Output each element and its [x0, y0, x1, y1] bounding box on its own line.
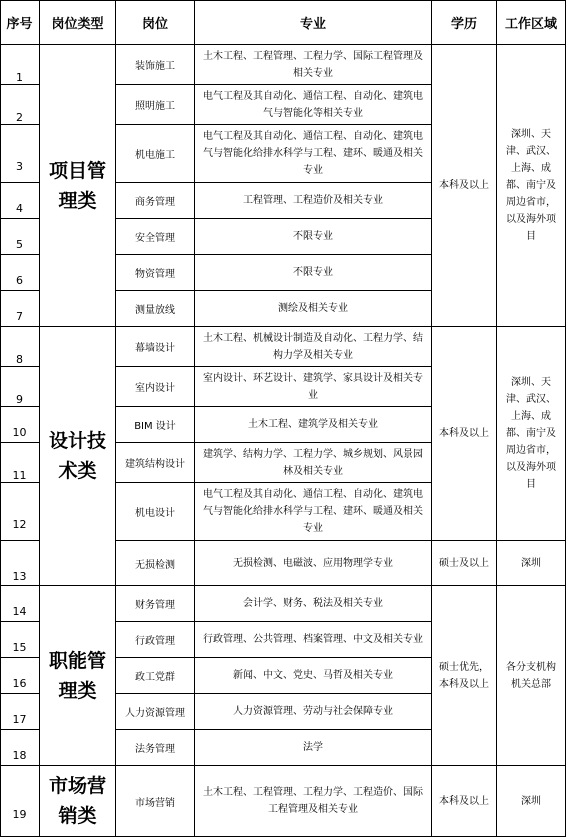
seq-cell-text: 17 — [12, 713, 27, 726]
position-cell-text: 安全管理 — [135, 233, 175, 244]
position-cell-text: 人力资源管理 — [125, 708, 185, 719]
seq-cell — [0, 766, 40, 837]
position-cell — [116, 327, 195, 367]
education-design — [432, 327, 497, 541]
education-ndt-text: 硕士及以上 — [439, 557, 489, 569]
major-cell — [195, 766, 432, 837]
major-cell — [195, 730, 432, 766]
position-cell — [116, 443, 195, 483]
seq-cell-text: 4 — [16, 202, 23, 215]
major-cell — [195, 407, 432, 443]
seq-cell-text: 10 — [12, 426, 27, 439]
education-function — [432, 586, 497, 766]
header-category-text: 岗位类型 — [51, 16, 104, 32]
header-position — [116, 0, 195, 45]
area-marketing — [497, 766, 566, 837]
header-seq-text: 序号 — [6, 16, 33, 32]
major-cell — [195, 255, 432, 291]
position-cell — [116, 183, 195, 219]
position-cell-text: 测量放线 — [135, 305, 175, 316]
seq-cell-text: 3 — [16, 160, 23, 173]
header-area-text: 工作区域 — [504, 16, 557, 32]
seq-cell — [0, 730, 40, 766]
position-cell — [116, 541, 195, 586]
position-cell — [116, 622, 195, 658]
seq-cell — [0, 407, 40, 443]
area-design — [497, 327, 566, 541]
position-cell — [116, 85, 195, 125]
major-cell — [195, 658, 432, 694]
position-cell — [116, 586, 195, 622]
area-function-text: 各分支机构机关总部 — [506, 661, 556, 690]
seq-cell-text: 18 — [12, 749, 27, 762]
category-design — [40, 327, 116, 586]
position-cell — [116, 694, 195, 730]
major-cell-text: 电气工程及其自动化、通信工程、自动化、建筑电气与智能化等相关专业 — [203, 90, 423, 119]
education-marketing — [432, 766, 497, 837]
major-cell — [195, 125, 432, 183]
major-cell-text: 行政管理、公共管理、档案管理、中文及相关专业 — [203, 634, 423, 645]
position-cell-text: 室内设计 — [135, 383, 175, 394]
seq-cell-text: 12 — [12, 518, 27, 531]
major-cell-text: 土木工程、工程管理、工程力学、工程造价、国际工程管理及相关专业 — [203, 787, 423, 815]
position-cell-text: 政工党群 — [135, 672, 175, 683]
position-cell-text: 市场营销 — [135, 797, 175, 809]
seq-cell — [0, 327, 40, 367]
seq-cell — [0, 125, 40, 183]
seq-cell — [0, 45, 40, 85]
position-cell-text: 机电施工 — [135, 150, 175, 161]
education-marketing-text: 本科及以上 — [439, 795, 489, 807]
position-cell-text: 财务管理 — [135, 600, 175, 611]
position-cell — [116, 483, 195, 541]
seq-cell — [0, 694, 40, 730]
major-cell-text: 新闻、中文、党史、马哲及相关专业 — [233, 670, 393, 681]
category-project — [40, 45, 116, 327]
seq-cell-text: 14 — [12, 605, 27, 618]
major-cell-text: 测绘及相关专业 — [278, 303, 348, 314]
category-marketing — [40, 766, 116, 837]
position-cell — [116, 255, 195, 291]
seq-cell-text: 2 — [16, 111, 23, 124]
position-cell — [116, 291, 195, 327]
position-cell-text: 商务管理 — [135, 197, 175, 208]
seq-cell — [0, 622, 40, 658]
position-cell — [116, 219, 195, 255]
seq-cell-text: 6 — [16, 274, 23, 287]
major-cell — [195, 586, 432, 622]
position-cell — [116, 125, 195, 183]
position-cell-text: 照明施工 — [135, 101, 175, 112]
seq-cell — [0, 255, 40, 291]
major-cell-text: 土木工程、机械设计制造及自动化、工程力学、结构力学及相关专业 — [203, 332, 423, 361]
major-cell-text: 不限专业 — [293, 231, 333, 242]
major-cell-text: 工程管理、工程造价及相关专业 — [243, 195, 383, 206]
education-design-text: 本科及以上 — [439, 428, 489, 439]
major-cell-text: 不限专业 — [293, 267, 333, 278]
position-cell-text: 幕墙设计 — [135, 343, 175, 354]
major-cell-text: 土木工程、工程管理、工程力学、国际工程管理及相关专业 — [203, 50, 423, 79]
major-cell — [195, 45, 432, 85]
seq-cell — [0, 183, 40, 219]
position-cell-text: 建筑结构设计 — [125, 459, 185, 470]
seq-cell-text: 19 — [12, 807, 27, 821]
education-project-text: 本科及以上 — [439, 180, 489, 191]
major-cell — [195, 85, 432, 125]
major-cell — [195, 483, 432, 541]
seq-cell-text: 7 — [16, 310, 23, 323]
seq-cell — [0, 541, 40, 586]
position-cell — [116, 407, 195, 443]
position-cell — [116, 45, 195, 85]
area-ndt — [497, 541, 566, 586]
category-project-text: 项目管理类 — [48, 159, 106, 212]
position-cell — [116, 730, 195, 766]
major-cell — [195, 367, 432, 407]
major-cell-text: 电气工程及其自动化、通信工程、自动化、建筑电气与智能化给排水科学与工程、建环、暖通及相关专业 — [203, 489, 423, 534]
area-project-text: 深圳、天津、武汉、上海、成都、南宁及周边省市，以及海外项目 — [506, 129, 556, 242]
position-cell — [116, 658, 195, 694]
position-cell — [116, 766, 195, 837]
seq-cell-text: 8 — [16, 353, 23, 366]
category-design-text: 设计技术类 — [48, 430, 106, 482]
area-function — [497, 586, 566, 766]
area-project — [497, 45, 566, 327]
education-function-text: 硕士优先，本科及以上 — [439, 661, 489, 690]
seq-cell-text: 13 — [12, 569, 27, 583]
major-cell — [195, 327, 432, 367]
major-cell — [195, 694, 432, 730]
major-cell-text: 会计学、财务、税法及相关专业 — [243, 598, 383, 609]
category-marketing-text: 市场营销类 — [48, 775, 106, 827]
seq-cell-text: 11 — [12, 469, 27, 482]
position-cell-text: 装饰施工 — [135, 61, 175, 72]
seq-cell-text: 9 — [16, 393, 23, 406]
major-cell-text: 人力资源管理、劳动与社会保障专业 — [233, 706, 393, 717]
category-function-text: 职能管理类 — [48, 649, 106, 702]
position-cell-text: 无损检测 — [135, 559, 175, 571]
seq-cell — [0, 219, 40, 255]
seq-cell — [0, 658, 40, 694]
header-area — [497, 0, 566, 45]
position-cell-text: 物资管理 — [135, 269, 175, 280]
seq-cell-text: 5 — [16, 238, 23, 251]
major-cell — [195, 443, 432, 483]
major-cell-text: 室内设计、环艺设计、建筑学、家具设计及相关专业 — [203, 372, 423, 401]
major-cell-text: 电气工程及其自动化、通信工程、自动化、建筑电气与智能化给排水科学与工程、建环、暖通及相关专业 — [203, 131, 423, 176]
position-cell-text: 机电设计 — [135, 508, 175, 519]
header-education — [432, 0, 497, 45]
major-cell — [195, 622, 432, 658]
major-cell — [195, 291, 432, 327]
seq-cell-text: 1 — [16, 71, 23, 84]
major-cell — [195, 541, 432, 586]
major-cell-text: 建筑学、结构力学、工程力学、城乡规划、风景园林及相关专业 — [203, 448, 423, 477]
category-function — [40, 586, 116, 766]
position-cell-text: 法务管理 — [135, 744, 175, 755]
seq-cell — [0, 443, 40, 483]
header-position-text: 岗位 — [141, 16, 168, 32]
seq-cell — [0, 291, 40, 327]
position-cell — [116, 367, 195, 407]
header-category — [40, 0, 116, 45]
seq-cell — [0, 586, 40, 622]
education-project — [432, 45, 497, 327]
area-design-text: 深圳、天津、武汉、上海、成都、南宁及周边省市，以及海外项目 — [506, 377, 556, 490]
seq-cell — [0, 85, 40, 125]
seq-cell-text: 15 — [12, 641, 27, 654]
header-education-text: 学历 — [450, 16, 477, 32]
area-marketing-text: 深圳 — [521, 795, 541, 807]
header-seq — [0, 0, 40, 45]
position-cell-text: BIM 设计 — [134, 421, 176, 432]
header-major — [195, 0, 432, 45]
major-cell-text: 无损检测、电磁波、应用物理学专业 — [233, 557, 393, 569]
position-cell-text: 行政管理 — [135, 636, 175, 647]
major-cell — [195, 183, 432, 219]
major-cell-text: 土木工程、建筑学及相关专业 — [248, 419, 378, 430]
header-major-text: 专业 — [299, 16, 326, 32]
area-ndt-text: 深圳 — [521, 557, 541, 569]
seq-cell — [0, 367, 40, 407]
seq-cell-text: 16 — [12, 677, 27, 690]
education-ndt — [432, 541, 497, 586]
major-cell — [195, 219, 432, 255]
major-cell-text: 法学 — [303, 742, 323, 753]
seq-cell — [0, 483, 40, 541]
